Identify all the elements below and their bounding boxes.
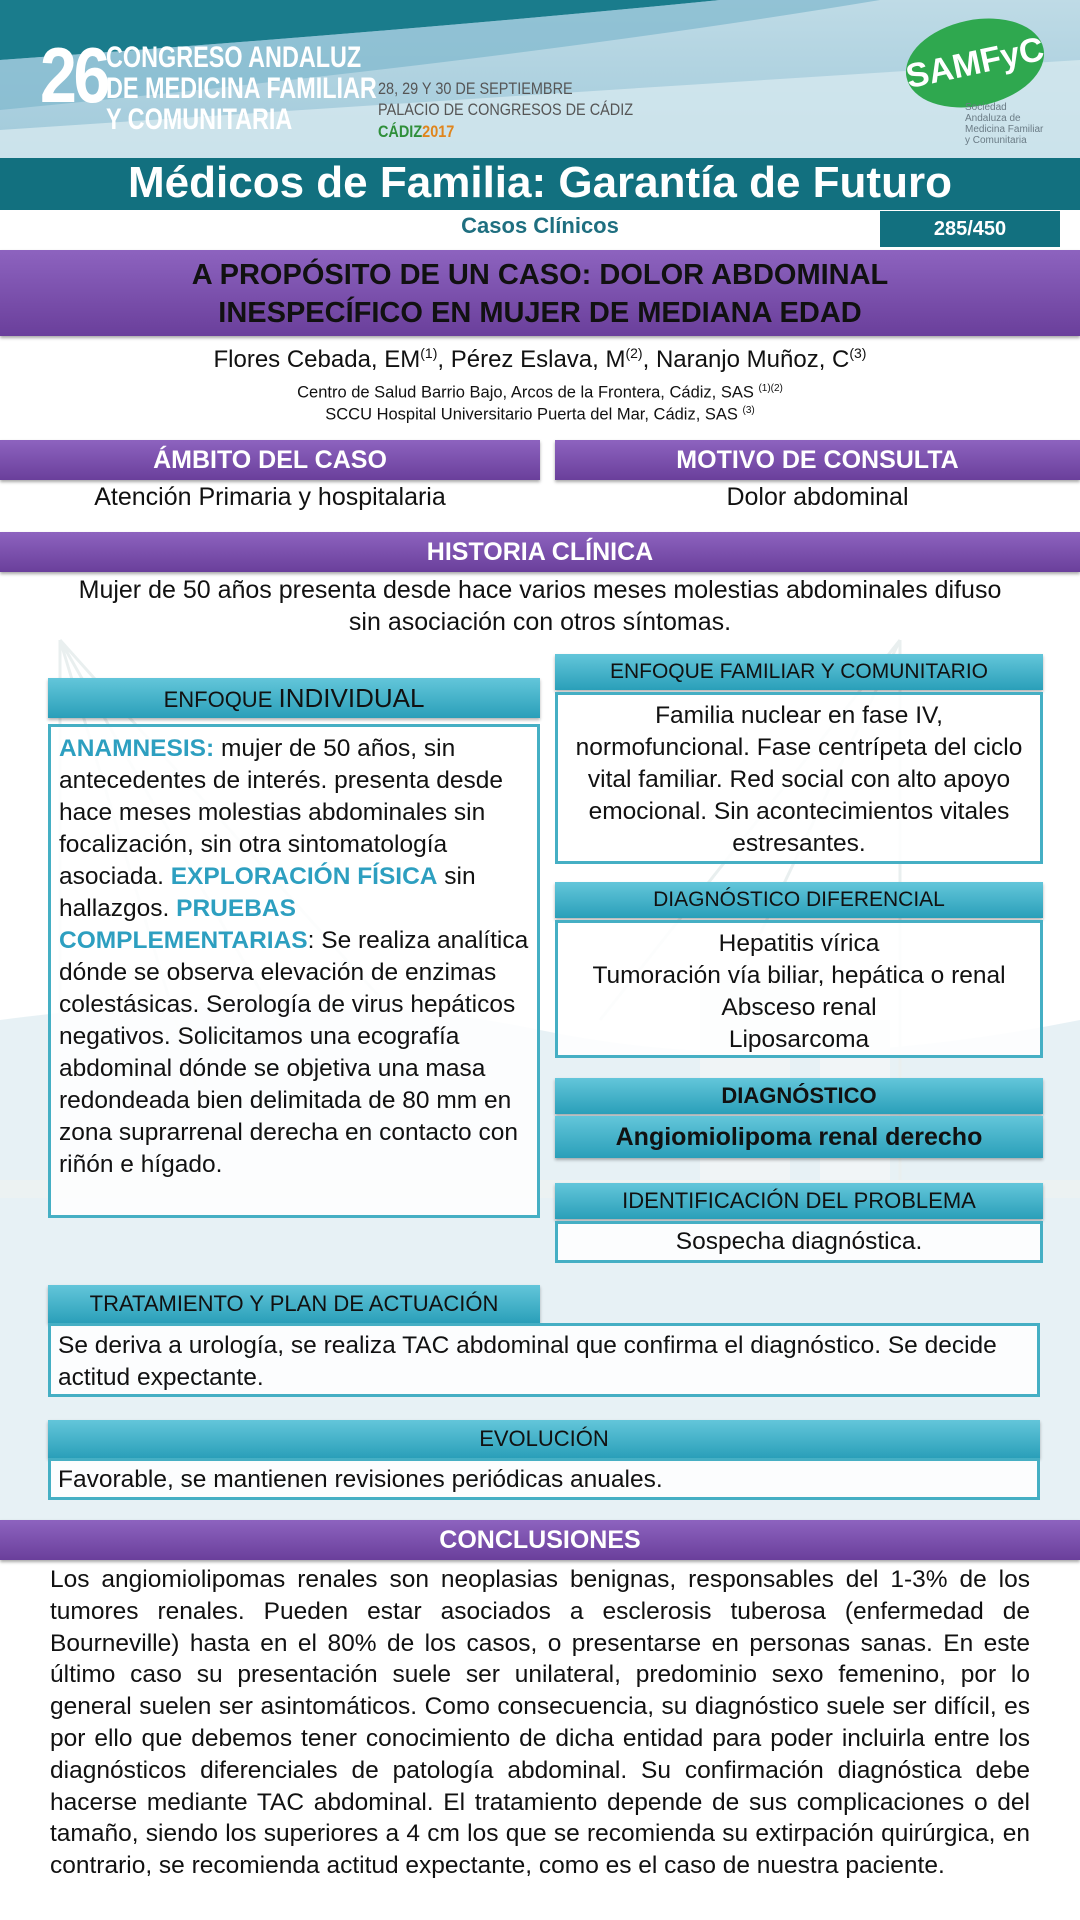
conclusiones-text: Los angiomiolipomas renales son neoplasias benignas, responsables del 1-3% de los tumores renales. Pueden estar asociados a esclerosis tuberosa (enfermedad de Bourneville) hasta en el 80% de los casos, o presentarse en personas sanas. En este último caso su presentación suele ser unilateral, predominio sexo femenino, por lo general suelen ser asintomáticos. Como consecuencia, su diagnóstico suele ser difícil, es por ello que debemos tener conocimiento de dicha entidad para poder incluirla entre los diagnósticos diferenciales de patología abdominal. Su confirmación diagnóstica debe hacerse mediante TAC abdominal. El tratamiento depende de sus complicaciones o del tamaño, siendo los superiores a 4 cm los que se recomienda su extirpación quirúrgica, en contrario, se recomienda actitud expectante, como es el caso de nuestra paciente. (50, 1566, 1030, 1880)
anamnesis-label: ANAMNESIS: (59, 735, 215, 762)
poster-id-badge: 285/450 (880, 211, 1060, 247)
congress-header (0, 0, 1080, 158)
ambito-heading: ÁMBITO DEL CASO (0, 440, 540, 480)
diagnostico-value: Angiomiolipoma renal derecho (555, 1116, 1043, 1158)
congress-city: CÁDIZ2017 (378, 122, 455, 141)
congress-dates: 28, 29 Y 30 DE SEPTIEMBRE PALACIO DE CONGRESOS DE CÁDIZ (378, 79, 634, 119)
exploracion-label: EXPLORACIÓN FÍSICA (170, 863, 438, 890)
banner-title: Médicos de Familia: Garantía de Futuro (0, 158, 1080, 210)
list-item: Liposarcoma (728, 1026, 870, 1053)
motivo-heading: MOTIVO DE CONSULTA (555, 440, 1080, 480)
affiliation-2: SCCU Hospital Universitario Puerta del Mar, Cádiz, SAS $^{(3)}$ (325, 405, 755, 424)
affiliation-1: Centro de Salud Barrio Bajo, Arcos de la Frontera, Cádiz, SAS $^{(1)(2)}$ (297, 383, 783, 402)
conclusiones-heading: CONCLUSIONES (0, 1520, 1080, 1560)
pruebas-text: : Se realiza analítica dónde se observa elevación de enzimas colestásicas. Serología de virus hepáticos negativos. Solicitamos una ecografía abdominal dónde se objetiva una masa redondeada bien delimitada de 80 mm en zona suprarrenal derecha en contacto con riñón e hígado. (59, 927, 529, 1178)
evolucion-heading: EVOLUCIÓN (48, 1420, 1040, 1458)
list-item: Tumoración vía biliar, hepática o renal (592, 962, 1006, 989)
enfoque-familiar-text: Familia nuclear en fase IV, normofuncional. Fase centrípeta del ciclo vital familiar. Red social con alto apoyo emocional. Sin acontecimientos vitales estresantes. (555, 692, 1043, 864)
motivo-value: Dolor abdominal (726, 483, 909, 511)
congress-name: CONGRESO ANDALUZ DE MEDICINA FAMILIAR Y COMUNITARIA (106, 41, 377, 136)
historia-text: Mujer de 50 años presenta desde hace varios meses molestias abdominales difuso sin asociación con otros síntomas. (78, 576, 1002, 636)
identificacion-value: Sospecha diagnóstica. (555, 1221, 1043, 1263)
tratamiento-heading: TRATAMIENTO Y PLAN DE ACTUACIÓN (48, 1285, 540, 1323)
edition-number: 26 (40, 31, 107, 119)
diagnostico-diferencial-heading: DIAGNÓSTICO DIFERENCIAL (555, 882, 1043, 918)
authors-line: Flores Cebada, EM$^{(1)}$, Pérez Eslava, $M^{(2)}$, Naranjo Muñoz, $C^{(3)}$ (213, 345, 867, 373)
exploracion-text: sin hallazgos. (59, 863, 476, 922)
ambito-value: Atención Primaria y hospitalaria (94, 483, 446, 511)
enfoque-individual-heading: ENFOQUE INDIVIDUAL (48, 678, 540, 718)
list-item: Absceso renal (721, 994, 877, 1021)
enfoque-familiar-heading: ENFOQUE FAMILIAR Y COMUNITARIO (555, 654, 1043, 690)
diagnostico-diferencial-list (555, 920, 1043, 1058)
category-label: Casos Clínicos (461, 213, 619, 238)
diagnostico-heading: DIAGNÓSTICO (555, 1078, 1043, 1114)
list-item: Hepatitis vírica (718, 930, 880, 957)
enfoque-individual-box (48, 724, 540, 1218)
samfyc-logo-subtitle: Sociedad Andaluza de Medicina Familiar y Comunitaria (965, 102, 1044, 146)
case-title: A PROPÓSITO DE UN CASO: DOLOR ABDOMINAL INESPECÍFICO EN MUJER DE MEDIANA EDAD (0, 250, 1080, 336)
tratamiento-text: Se deriva a urología, se realiza TAC abdominal que confirma el diagnóstico. Se decide actitud expectante. (48, 1323, 1040, 1397)
identificacion-heading: IDENTIFICACIÓN DEL PROBLEMA (555, 1183, 1043, 1219)
historia-heading: HISTORIA CLÍNICA (0, 532, 1080, 572)
evolucion-text: Favorable, se mantienen revisiones periódicas anuales. (48, 1458, 1040, 1500)
samfyc-logo: SAMFyC (898, 6, 1053, 119)
pruebas-label: PRUEBAS COMPLEMENTARIAS (59, 895, 308, 954)
anamnesis-text: mujer de 50 años, sin antecedentes de interés. presenta desde hace meses molestias abdominales sin focalización, sin otra sintomatología asociada. (59, 735, 504, 890)
